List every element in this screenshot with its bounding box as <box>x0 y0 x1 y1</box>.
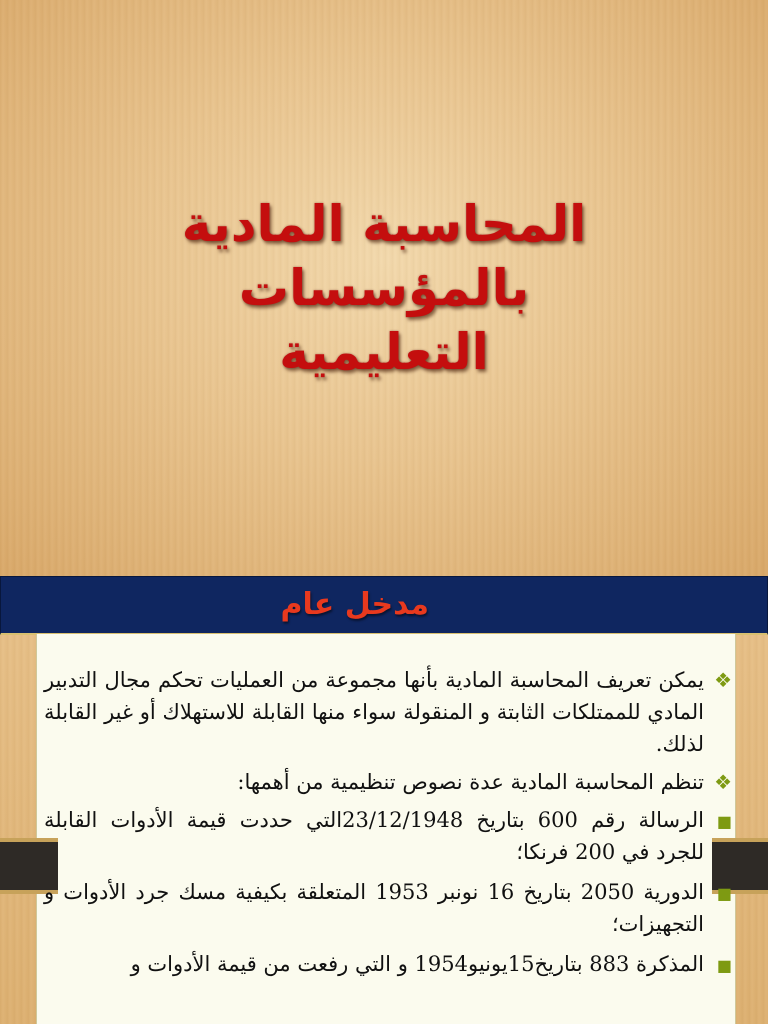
title-line-2: التعليمية <box>279 323 489 381</box>
bullet-text: يمكن تعريف المحاسبة المادية بأنها مجموعة من العمليات تحكم مجال التدبير المادي للممتلكات الثابتة و المنقولة سواء منها القابلة للاستهلاك أو غير القابلة لذلك. <box>44 668 704 756</box>
bullet-text: الرسالة رقم 600 بتاريخ 23/12/1948التي حددت قيمة الأدوات القابلة للجرد في 200 فرنكا؛ <box>44 808 704 864</box>
bullet-item-regulations <box>44 766 732 798</box>
bullet-text: الدورية 2050 بتاريخ 16 نونبر 1953 المتعلقة بكيفية مسك جرد الأدوات و التجهيزات؛ <box>44 880 705 936</box>
bullet-item-circular-2050 <box>44 876 732 940</box>
slide-heading: مدخل عام <box>280 587 429 622</box>
content-slide <box>0 576 768 1024</box>
bullet-list <box>44 664 732 988</box>
square-icon: ■ <box>716 956 732 975</box>
square-icon: ■ <box>716 884 732 903</box>
title-line-1: المحاسبة المادية بالمؤسسات <box>181 195 587 317</box>
bullet-text: المذكرة 883 بتاريخ15يونيو1954 و التي رفعت من قيمة الأدوات و <box>130 952 704 976</box>
square-icon: ■ <box>716 812 732 831</box>
bullet-text: تنظم المحاسبة المادية عدة نصوص تنظيمية من أهمها: <box>237 770 704 794</box>
slide-header-bar <box>0 576 768 635</box>
bullet-item-definition <box>44 664 732 760</box>
slide-title <box>60 192 708 384</box>
diamond-icon: ❖ <box>714 770 732 794</box>
bullet-item-letter-600 <box>44 804 732 868</box>
bullet-item-memo-883 <box>44 948 732 980</box>
diamond-icon: ❖ <box>714 668 732 692</box>
